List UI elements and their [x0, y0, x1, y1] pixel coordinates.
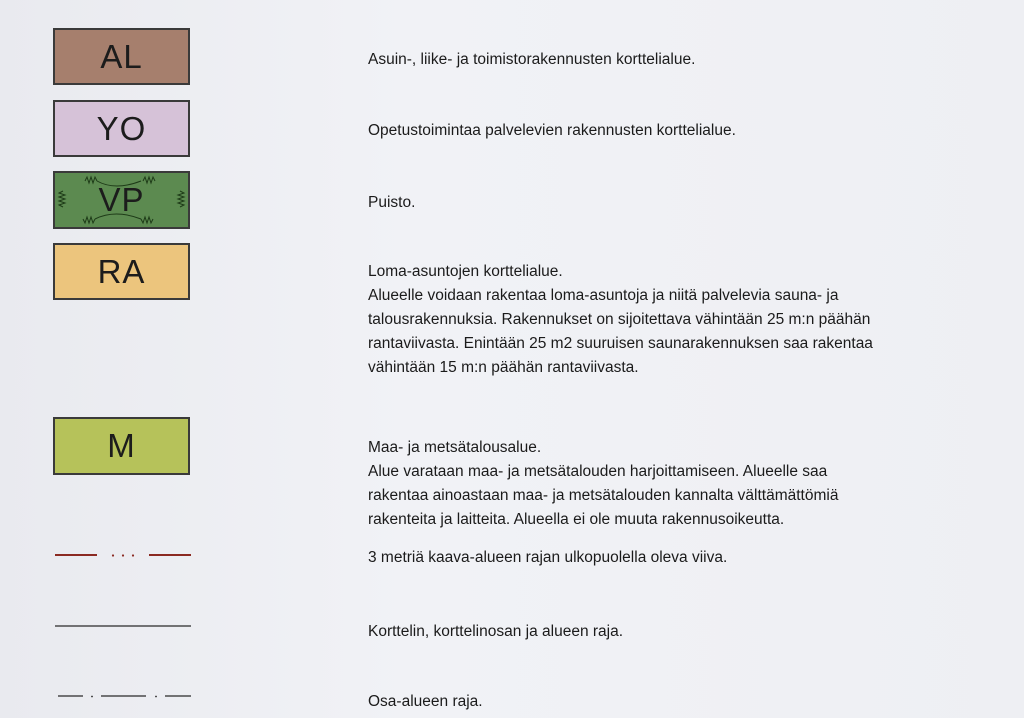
legend-code-m: M	[107, 427, 136, 464]
legend-symbol-m	[53, 417, 190, 475]
legend-title-ra: Loma-asuntojen korttelialue.	[368, 263, 563, 280]
legend-code-ra: RA	[97, 252, 146, 290]
legend-title-al: Asuin-, liike- ja toimistorakennusten korttelialue.	[368, 51, 696, 68]
legend-code-vp: VP	[98, 181, 145, 218]
legend-symbol-yo	[53, 100, 190, 157]
legend-symbol-vp	[53, 171, 190, 229]
legend-line-m-3: rakenteita ja laitteita. Alueella ei ole muuta rakennusoikeutta.	[368, 511, 785, 528]
legend-symbol-al	[53, 28, 190, 85]
legend-title-m: Maa- ja metsätalousalue.	[368, 439, 542, 456]
legend-title-vp: Puisto.	[368, 194, 416, 211]
legend-code-yo: YO	[96, 109, 147, 147]
legend-desc-ra	[368, 260, 1008, 380]
legend-line-ra-1: Alueelle voidaan rakentaa loma-asuntoja ja niitä palvelevia sauna- ja	[368, 287, 839, 304]
legend-desc-yo	[368, 119, 1008, 143]
solid-line-icon	[53, 620, 193, 632]
line-text-plan-boundary-offset: 3 metriä kaava-alueen rajan ulkopuolella oleva viiva.	[368, 549, 728, 566]
legend-desc-vp	[368, 191, 1008, 215]
line-text-subarea-boundary: Osa-alueen raja.	[368, 693, 483, 710]
dash-dot-line-icon	[53, 690, 193, 702]
legend-line-ra-2: talousrakennuksia. Rakennukset on sijoitettava vähintään 25 m:n päähän	[368, 311, 871, 328]
line-desc-plan-boundary-offset	[368, 546, 1008, 570]
legend-code-al: AL	[100, 37, 143, 75]
legend-desc-al	[368, 48, 1008, 72]
legend-symbol-ra	[53, 243, 190, 300]
legend-line-ra-3: rantaviivasta. Enintään 25 m2 suuruisen saunarakennuksen saa rakentaa	[368, 335, 873, 352]
legend-line-m-2: rakentaa ainoastaan maa- ja metsätalouden kannalta välttämättömiä	[368, 487, 839, 504]
legend-line-ra-4: vähintään 15 m:n päähän rantaviivasta.	[368, 359, 639, 376]
line-desc-block-boundary	[368, 620, 1008, 644]
legend-line-m-1: Alue varataan maa- ja metsätalouden harjoittamiseen. Alueelle saa	[368, 463, 828, 480]
line-text-block-boundary: Korttelin, korttelinosan ja alueen raja.	[368, 623, 624, 640]
red-dash-dot-line-icon	[53, 549, 193, 561]
legend-desc-m	[368, 436, 1008, 532]
line-desc-subarea-boundary	[368, 690, 1008, 714]
legend-title-yo: Opetustoimintaa palvelevien rakennusten korttelialue.	[368, 122, 736, 139]
